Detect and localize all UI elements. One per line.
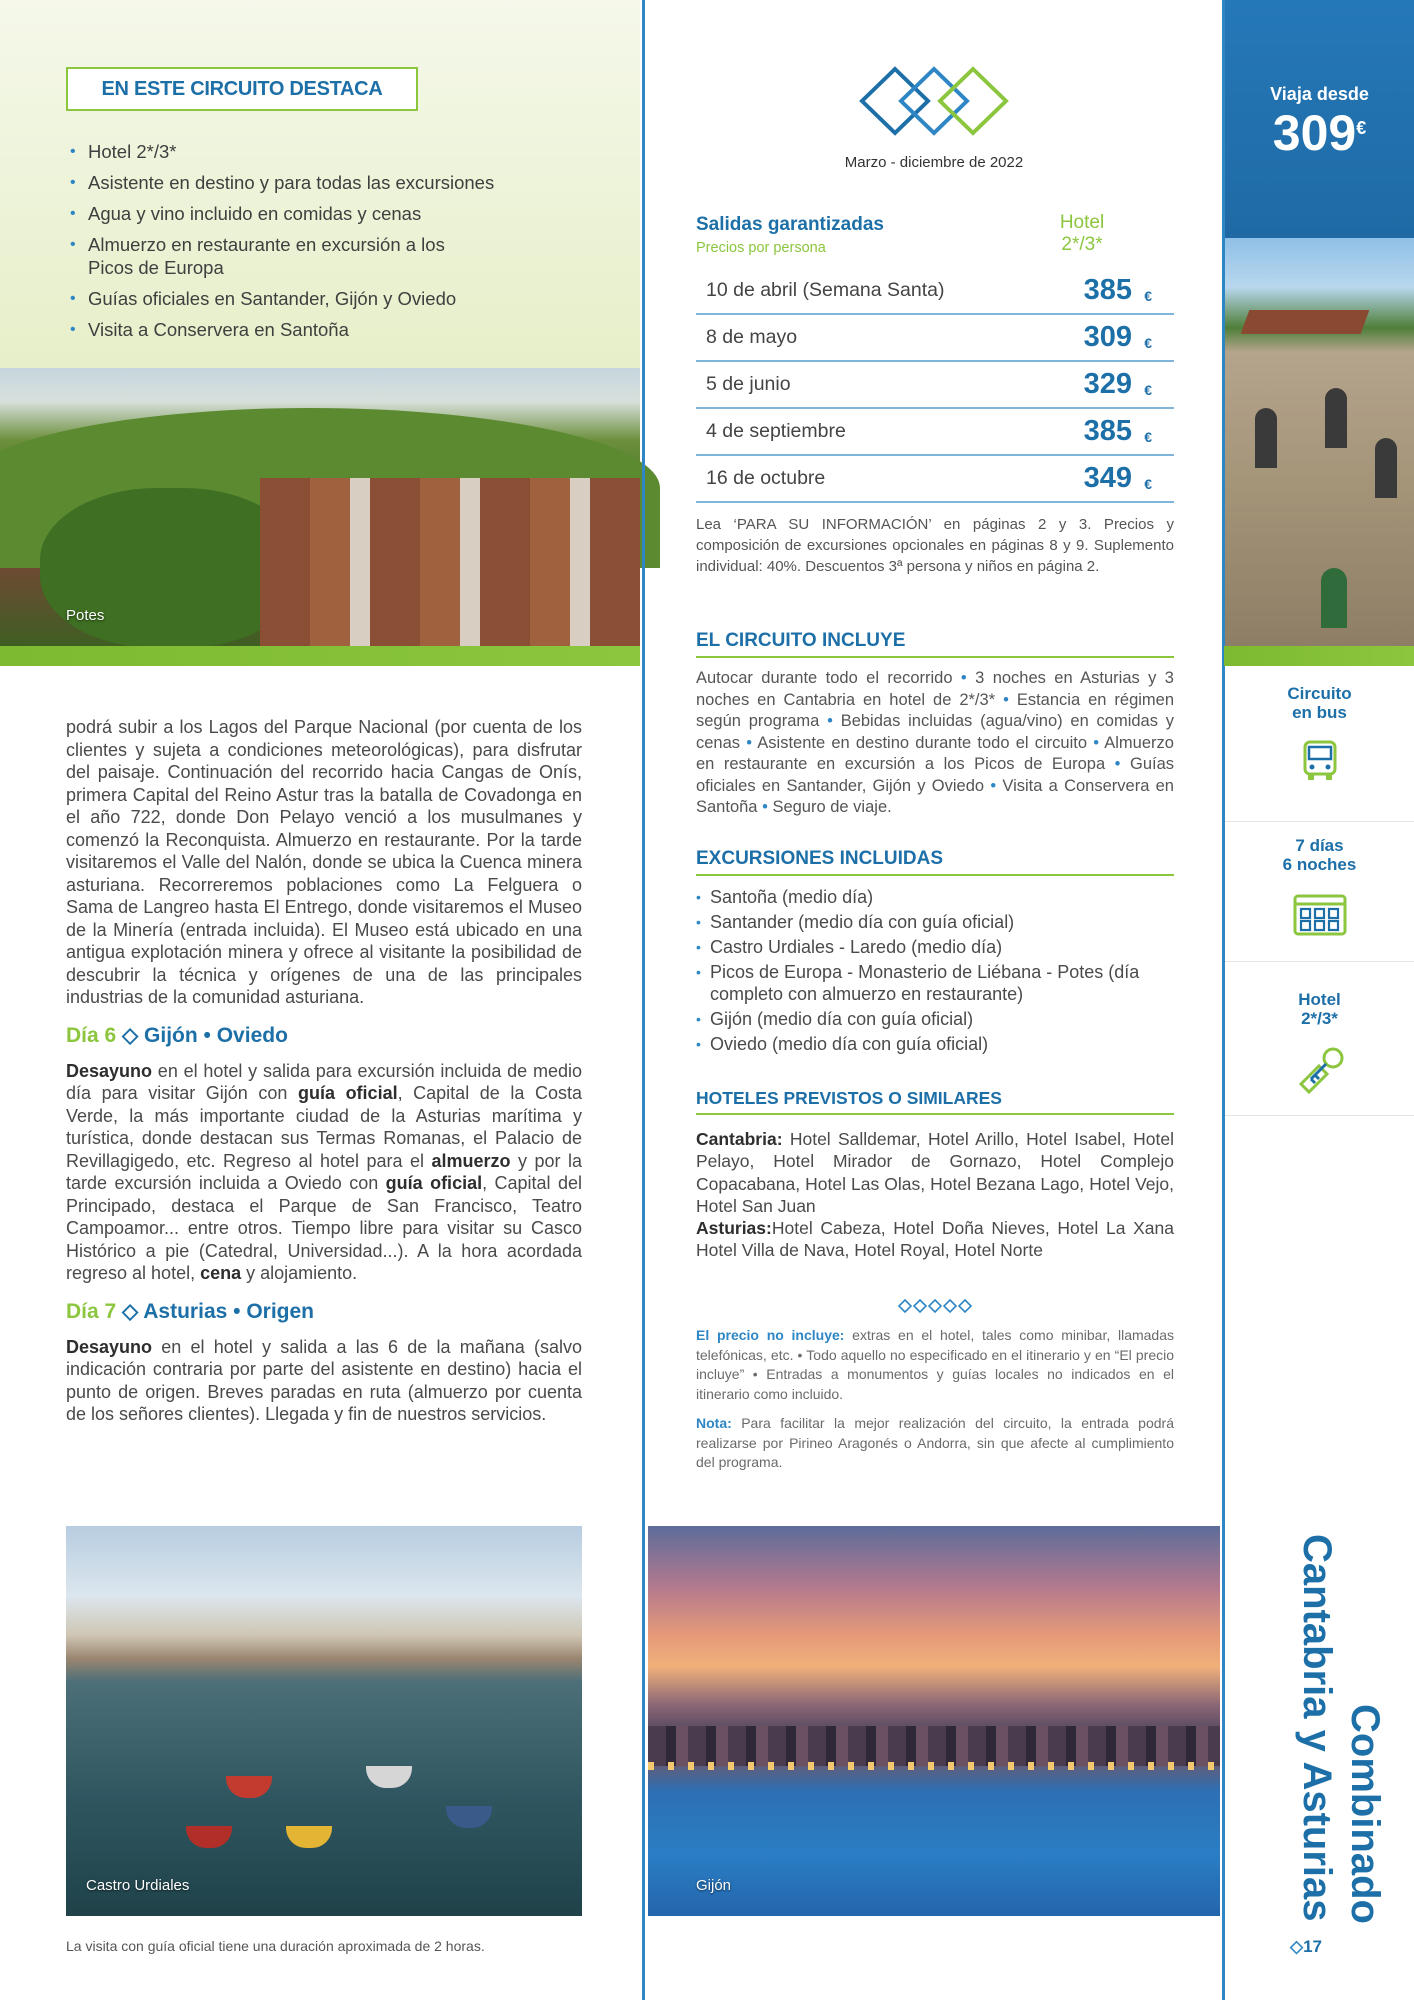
itinerary-continuation: podrá subir a los Lagos del Parque Nacional (por cuenta de los clientes y sujeta a condiciones meteorológicas), para disfrutar del paisaje. Continuación del recorrido hacia Cangas de Onís, primera Capital del Reino Astur tras la batalla de Covadonga en el año 722, donde Don Pelayo venció a los musulmanes y comenzó la Reconquista. Almuerzo en restaurante. Por la tarde visitaremos el Valle del Nalón, donde se ubica la Cuenca minera asturiana. Recorreremos poblaciones como La Felguera o Sama de Langreo hasta El Entrego, donde visitaremos el Museo de la Minería (entrada incluida). El Museo está ubicado en una antigua explotación minera y ofrece al visitante la posibilidad de descubrir la técnica y orígenes de una de las principales industrias de la comunidad asturiana.: [66, 717, 582, 1007]
departure-date: 5 de junio: [706, 373, 791, 395]
prices-title: Salidas garantizadas: [696, 214, 884, 235]
footnote: La visita con guía oficial tiene una duración aproximada de 2 horas.: [66, 1938, 485, 1954]
price-value: 349 €: [1083, 462, 1152, 494]
bus-label: en bus: [1292, 703, 1347, 722]
price-from-banner: [1225, 0, 1414, 238]
list-item: • Santander (medio día con guía oficial): [696, 911, 1174, 933]
title-line-1: Combinado: [1343, 1704, 1387, 1924]
photo-gijon: [648, 1526, 1220, 1916]
hotel-category: 2*/3*: [1061, 234, 1103, 255]
table-row: [696, 409, 1174, 456]
excursions-title: EXCURSIONES INCLUIDAS: [696, 848, 1174, 876]
diamonds-logo-icon: [856, 66, 1012, 136]
not-included-note: El precio no incluye: extras en el hotel, tales como minibar, llamadas telefónicas, etc. • Todo aquello no especificado en el itinerario y en “El precio incluye” • Entradas a monumentos y guías locales no indicados en el itinerario como incluido.: [696, 1327, 1175, 1402]
list-item: • Almuerzo en restaurante en excursión a los Picos de Europa: [68, 233, 468, 279]
duration-label: 6 noches: [1282, 855, 1357, 874]
calendar-icon: [1293, 890, 1347, 936]
hotel-label: Hotel: [1298, 990, 1341, 1009]
prices-note: Lea ‘PARA SU INFORMACIÓN’ en páginas 2 y 3. Precios y composición de excursiones opcionales en páginas 8 y 9. Suplemento individual: 40%. Descuentos 3ª persona y niños en página 2.: [696, 516, 1174, 575]
day-label: Día 6: [66, 1023, 117, 1047]
price-table: [696, 268, 1174, 503]
included-title: EL CIRCUITO INCLUYE: [696, 630, 1174, 658]
table-row: [696, 362, 1174, 409]
list-item: • Agua y vino incluido en comidas y cenas: [68, 202, 628, 225]
day-7-title: [66, 1299, 582, 1324]
list-item: • Gijón (medio día con guía oficial): [696, 1008, 1174, 1030]
bus-icon: [1297, 738, 1343, 784]
duration-label: 7 días: [1295, 836, 1344, 855]
table-row: [696, 315, 1174, 362]
diamonds-separator-icon: [898, 1298, 972, 1314]
photo-caption: Potes: [66, 607, 105, 624]
column-divider: [642, 0, 645, 2000]
photo-potes: [0, 368, 640, 646]
validity-period: Marzo - diciembre de 2022: [844, 154, 1024, 171]
price-from-label: Viaja desde: [1270, 84, 1369, 104]
hotel-category: 2*/3*: [1301, 1009, 1338, 1028]
list-item: • Asistente en destino y para todas las excursiones: [68, 171, 628, 194]
bus-label: Circuito: [1287, 684, 1352, 703]
divider-bar: [0, 646, 640, 666]
diamond-icon: ◇: [1290, 1937, 1304, 1956]
key-icon: [1293, 1044, 1347, 1094]
divider-bar: [1224, 646, 1414, 666]
departure-date: 16 de octubre: [706, 467, 826, 489]
bus-info: [1225, 684, 1414, 822]
day-6-text: Desayuno en el hotel y salida para excursión incluida de medio día para visitar Gijón con guía oficial, Capital de la Costa Verde, la más importante ciudad de la Asturias marítima y turística, donde destacan sus Termas Romanas, el Palacio de Revillagigedo, etc. Regreso al hotel para el almuerzo y por la tarde excursión incluida a Oviedo con guía oficial, Capital del Principado, destaca el Parque de San Francisco, Teatro Campoamor... entre otros. Tiempo libre para visitar su Casco Histórico a pie (Catedral, Universidad...). A la hora acordada regreso al hotel, cena y alojamiento.: [66, 1060, 582, 1283]
photo-castro-urdiales: [66, 1526, 582, 1916]
title-line-2: Cantabria y Asturias: [1295, 1534, 1339, 1922]
price-value: 329 €: [1083, 368, 1152, 400]
list-item: • Visita a Conservera en Santoña: [68, 318, 628, 341]
included-text: Autocar durante todo el recorrido • 3 noches en Asturias y 3 noches en Cantabria en hotel de 2*/3* • Estancia en régimen según programa • Bebidas incluidas (agua/vino) en comidas y cenas • Asistente en destino durante todo el circuito • Almuerzo en restaurante en excursión a los Picos de Europa • Guías oficiales en Santander, Gijón y Oviedo • Visita a Conservera en Santoña • Seguro de viaje.: [696, 669, 1175, 816]
day-label: Día 7: [66, 1299, 117, 1323]
hotel-category-header: [1022, 212, 1142, 256]
list-item: • Castro Urdiales - Laredo (medio día): [696, 936, 1174, 958]
hotel-info: [1225, 990, 1414, 1116]
vertical-title: [1252, 1534, 1387, 1924]
list-item: • Oviedo (medio día con guía oficial): [696, 1033, 1174, 1055]
hotel-label: Hotel: [1059, 212, 1105, 233]
day-6-title: [66, 1023, 582, 1048]
itinerary-text: [66, 716, 582, 1426]
photo-caption: Gijón: [696, 1877, 732, 1894]
diamond-icon: ◇: [122, 1299, 139, 1323]
day-route: Gijón • Oviedo: [144, 1023, 288, 1047]
departure-date: 4 de septiembre: [706, 420, 846, 442]
list-item: • Santoña (medio día): [696, 886, 1174, 908]
departure-date: 10 de abril (Semana Santa): [706, 279, 945, 301]
hotels-text: Cantabria: Hotel Salldemar, Hotel Arillo, Hotel Isabel, Hotel Pelayo, Hotel Mirador de Gornazo, Hotel Complejo Copacabana, Hotel Las Olas, Hotel Bezana Lago, Hotel Vejo, Hotel San Juan Asturias:Hotel Cabeza, Hotel Doña Nieves, Hotel La Xana Hotel Villa de Nava, Hotel Royal, Hotel Norte: [696, 1129, 1174, 1261]
day-route: Asturias • Origen: [143, 1299, 314, 1323]
highlights-list: [68, 140, 628, 349]
price-value: 309 €: [1083, 321, 1152, 353]
highlights-title: EN ESTE CIRCUITO DESTACA: [66, 67, 418, 111]
list-item: • Guías oficiales en Santander, Gijón y Oviedo: [68, 287, 628, 310]
page-number: ◇17: [1290, 1937, 1322, 1956]
price-from-value: 309€: [1272, 105, 1367, 161]
photo-church: [1225, 238, 1414, 646]
price-value: 385 €: [1083, 274, 1152, 306]
list-item: • Hotel 2*/3*: [68, 140, 628, 163]
table-row: [696, 456, 1174, 503]
departure-date: 8 de mayo: [706, 326, 798, 348]
excursions-list: [696, 886, 1174, 1058]
note: Nota: Para facilitar la mejor realización del circuito, la entrada podrá realizarse por Pirineo Aragonés o Andorra, sin que afecte al cumplimiento del programa.: [696, 1415, 1174, 1470]
duration-info: [1225, 836, 1414, 962]
day-7-text: Desayuno en el hotel y salida a las 6 de la mañana (salvo indicación contraria por parte del asistente en destino) hacia el punto de origen. Breves paradas en ruta (almuerzo por cuenta de los señores clientes). Llegada y fin de nuestros servicios.: [66, 1336, 582, 1424]
diamond-icon: ◇: [122, 1023, 139, 1047]
photo-caption: Castro Urdiales: [86, 1877, 190, 1894]
price-value: 385 €: [1083, 415, 1152, 447]
list-item: • Picos de Europa - Monasterio de Liébana - Potes (día completo con almuerzo en restaurante): [696, 961, 1174, 1005]
prices-subtitle: Precios por persona: [696, 240, 826, 256]
hotels-title: HOTELES PREVISTOS O SIMILARES: [696, 1088, 1174, 1115]
table-row: [696, 268, 1174, 315]
